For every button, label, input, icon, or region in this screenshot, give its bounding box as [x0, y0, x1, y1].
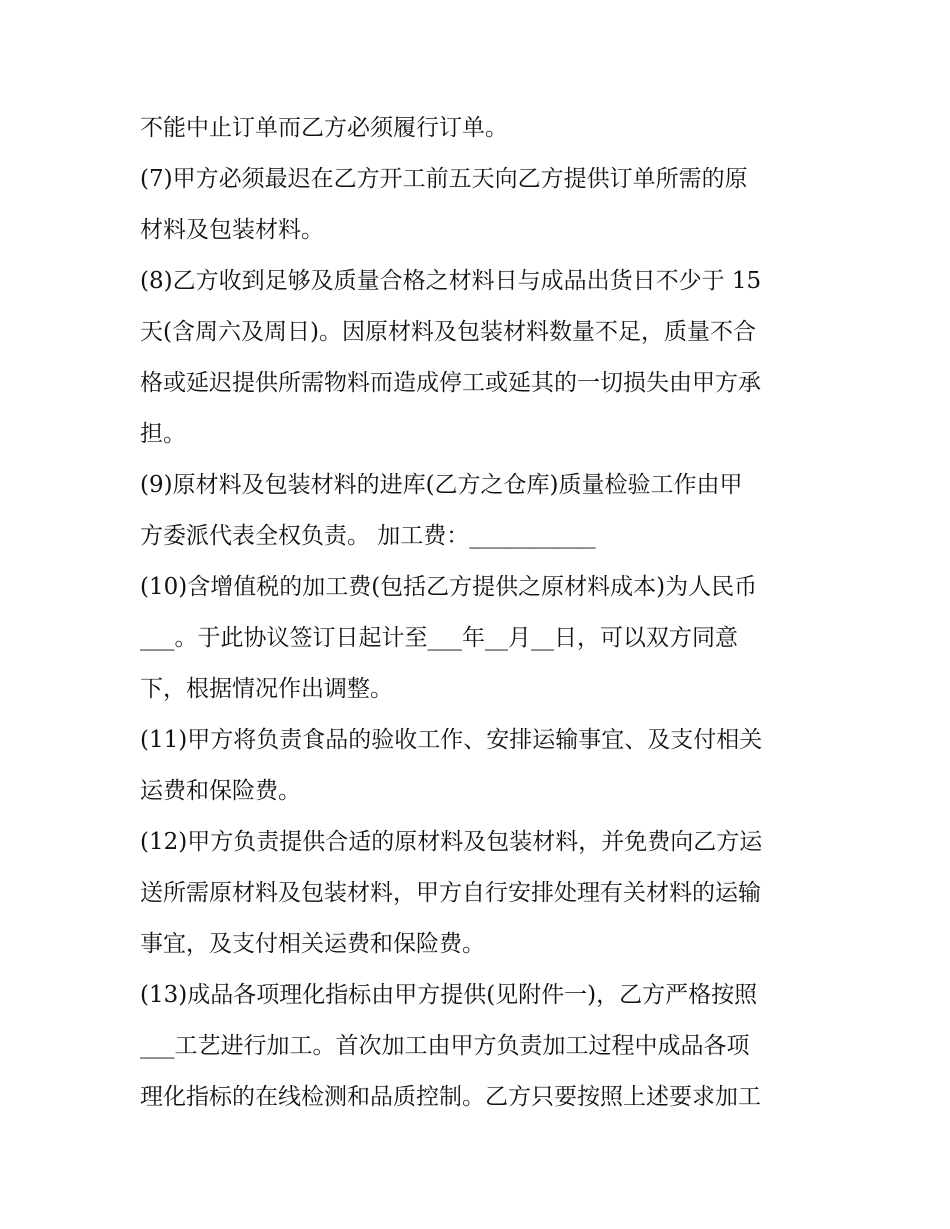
text-line: ___工艺进行加工。首次加工由甲方负责加工过程中成品各项	[140, 1033, 750, 1059]
text-line: (8)乙方收到足够及质量合格之材料日与成品出货日不少于 15	[140, 268, 762, 294]
text-line: 送所需原材料及包装材料，甲方自行安排处理有关材料的运输	[140, 880, 761, 906]
text-line: 天(含周六及周日)。因原材料及包装材料数量不足，质量不合	[140, 319, 756, 345]
text-line: 运费和保险费。	[140, 778, 301, 804]
text-line: 材料及包装材料。	[140, 217, 324, 243]
text-line: (10)含增值税的加工费(包括乙方提供之原材料成本)为人民币	[140, 574, 758, 600]
text-line: (7)甲方必须最迟在乙方开工前五天向乙方提供订单所需的原	[140, 166, 748, 192]
text-line: 方委派代表全权负责。 加工费：___________	[140, 523, 596, 549]
text-line: 不能中止订单而乙方必须履行订单。	[140, 115, 508, 141]
text-line: (9)原材料及包装材料的进库(乙方之仓库)质量检验工作由甲	[140, 472, 743, 498]
text-line: 理化指标的在线检测和品质控制。乙方只要按照上述要求加工	[140, 1084, 761, 1110]
text-line: (11)甲方将负责食品的验收工作、安排运输事宜、及支付相关	[140, 727, 763, 753]
text-line: 格或延迟提供所需物料而造成停工或延其的一切损失由甲方承	[140, 370, 761, 396]
text-line: (13)成品各项理化指标由甲方提供(见附件一)，乙方严格按照	[140, 982, 758, 1008]
text-line: 事宜，及支付相关运费和保险费。	[140, 931, 485, 957]
text-line: ___。于此协议签订日起计至___年__月__日，可以双方同意	[140, 625, 738, 651]
text-line: 担。	[140, 421, 186, 447]
text-line: 下，根据情况作出调整。	[140, 676, 393, 702]
text-line: (12)甲方负责提供合适的原材料及包装材料，并免费向乙方运	[140, 829, 763, 855]
